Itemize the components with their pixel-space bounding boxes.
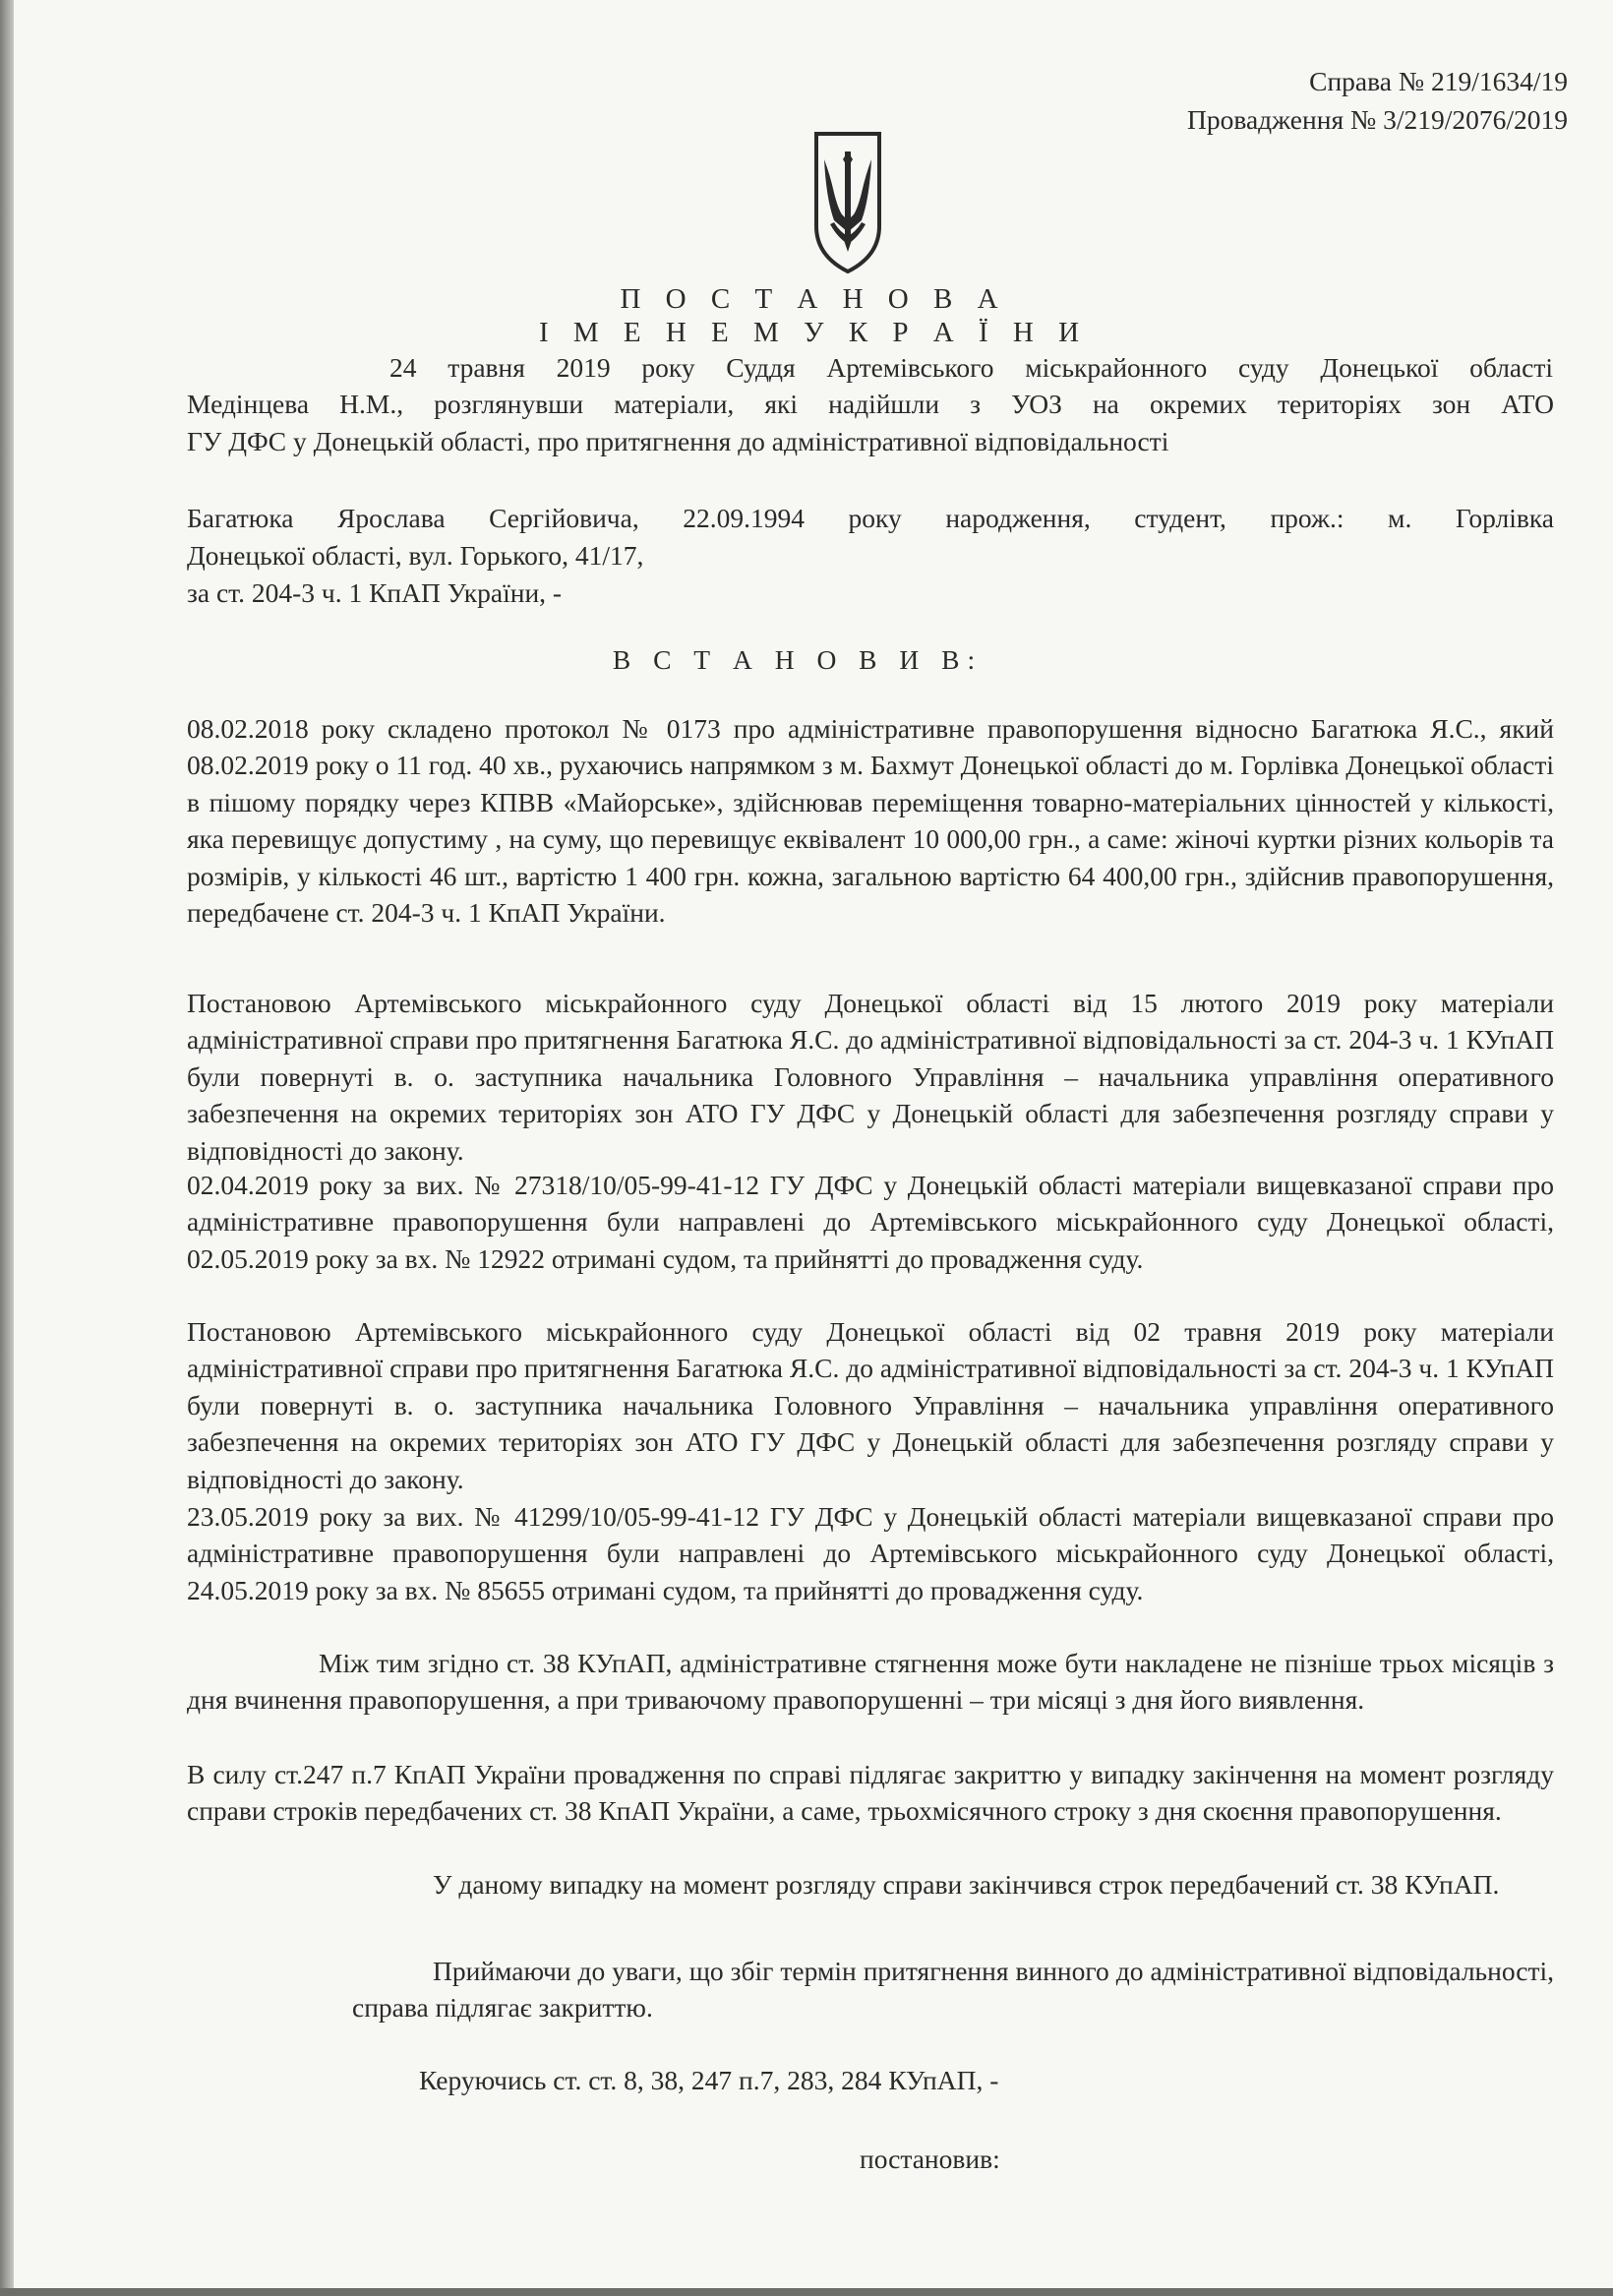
paragraph-protocol: 08.02.2018 року складено протокол № 0173 про адміністративне правопорушення відносно Багатюка Я.С., який 08.02.2019 року о 11 год. 40 хв., рухаючись напрямком з м. Бахмут Донецької області до м. Горлівка Донецької області в пішому порядку через КПВВ «Майорське», здійснював переміщення товарно-матеріальних цінностей у кількості, яка перевищує допустиму , на суму, що перевищує еквівалент 10 000,00 грн., а саме: жіночі куртки різних кольорів та розмірів, у кількості 46 шт., вартістю 1 400 грн. кожна, загальною вартістю 64 400,00 грн., здійснив правопорушення, передбачене ст. 204-3 ч. 1 КпАП України. — [187, 713, 1554, 929]
document-page — [14, 0, 1613, 2288]
document-title: П О С Т А Н О В А — [620, 283, 1007, 315]
paragraph-term-expired: У даному випадку на момент розгляду справи закінчився строк передбачений ст. 38 КУпАП. — [433, 1869, 1500, 1900]
paragraph-return-2: Постановою Артемівського міськрайонного суду Донецької області від 02 травня 2019 року матеріали адміністративної справи про притягнення Багатюка Я.С. до адміністративної відповідальності за ст. 204-3 ч. 1 КУпАП були повернуті в. о. заступника начальника Головного Управління – начальника управління оперативного забезпечення на окремих територіях зон АТО ГУ ДФС у Донецькій області для забезпечення розгляду справи у відповідності до закону. — [187, 1316, 1554, 1494]
intro-line-2: Медінцева Н.М., розглянувши матеріали, які надійшли з УОЗ на окремих територіях зон АТО — [187, 389, 1554, 419]
paragraph-closure-basis: В силу ст.247 п.7 КпАП України провадження по справі підлягає закриттю у випадку закінчення на момент розгляду справи строків передбачених ст. 38 КпАП України, а саме, трьохмісячного строку з дня скоєння правопорушення. — [187, 1759, 1554, 1827]
established-heading: В С Т А Н О В И В: — [612, 644, 984, 675]
proceeding-number: Провадження № 3/219/2076/2019 — [1186, 104, 1568, 135]
scan-bottom-edge — [0, 2288, 1613, 2296]
document-subtitle: І М Е Н Е М У К Р А Ї Н И — [538, 317, 1089, 348]
paragraph-conclusion: Приймаючи до уваги, що збіг термін притягнення винного до адміністративної відповідальності, справа підлягає закриттю. — [352, 1956, 1554, 2024]
defendant-line-3: за ст. 204-3 ч. 1 КпАП України, - — [187, 577, 563, 608]
scan-left-edge — [0, 0, 14, 2296]
intro-line-1: 24 травня 2019 року Суддя Артемівського міськрайонного суду Донецької області — [389, 352, 1553, 383]
case-number: Справа № 219/1634/19 — [1309, 66, 1568, 96]
intro-line-3: ГУ ДФС у Донецькій області, про притягнення до адміністративної відповідальності — [187, 426, 1169, 456]
paragraph-resubmit-2: 23.05.2019 року за вих. № 41299/10/05-99-41-12 ГУ ДФС у Донецькій області матеріали вищевказаної справи про адміністративне правопорушення були направлені до Артемівського міськрайонного суду Донецької області, 24.05.2019 року за вх. № 85655 отримані судом, та прийнятті до провадження суду. — [187, 1501, 1554, 1605]
defendant-line-1: Багатюка Ярослава Сергійовича, 22.09.1994 року народження, студент, прож.: м. Горлівка — [187, 503, 1554, 533]
resolved-heading: постановив: — [860, 2144, 1000, 2174]
defendant-line-2: Донецької області, вул. Горького, 41/17, — [187, 540, 644, 571]
guided-by-line: Керуючись ст. ст. 8, 38, 247 п.7, 283, 284 КУпАП, - — [419, 2065, 999, 2095]
trident-coat-of-arms-icon — [810, 130, 885, 275]
paragraph-resubmit-1: 02.04.2019 року за вих. № 27318/10/05-99-41-12 ГУ ДФС у Донецькій області матеріали вищевказаної справи про адміністративне правопорушення були направлені до Артемівського міськрайонного суду Донецької області, 02.05.2019 року за вх. № 12922 отримані судом, та прийнятті до провадження суду. — [187, 1170, 1554, 1274]
paragraph-term-limit: Між тим згідно ст. 38 КУпАП, адміністративне стягнення може бути накладене не пізніше трьох місяців з дня вчинення правопорушення, а при триваючому правопорушенні – три місяці з дня його виявлення. — [187, 1648, 1554, 1716]
paragraph-return-1: Постановою Артемівського міськрайонного суду Донецької області від 15 лютого 2019 року матеріали адміністративної справи про притягнення Багатюка Я.С. до адміністративної відповідальності за ст. 204-3 ч. 1 КУпАП були повернуті в. о. заступника начальника Головного Управління – начальника управління оперативного забезпечення на окремих територіях зон АТО ГУ ДФС у Донецькій області для забезпечення розгляду справи у відповідності до закону. — [187, 988, 1554, 1166]
